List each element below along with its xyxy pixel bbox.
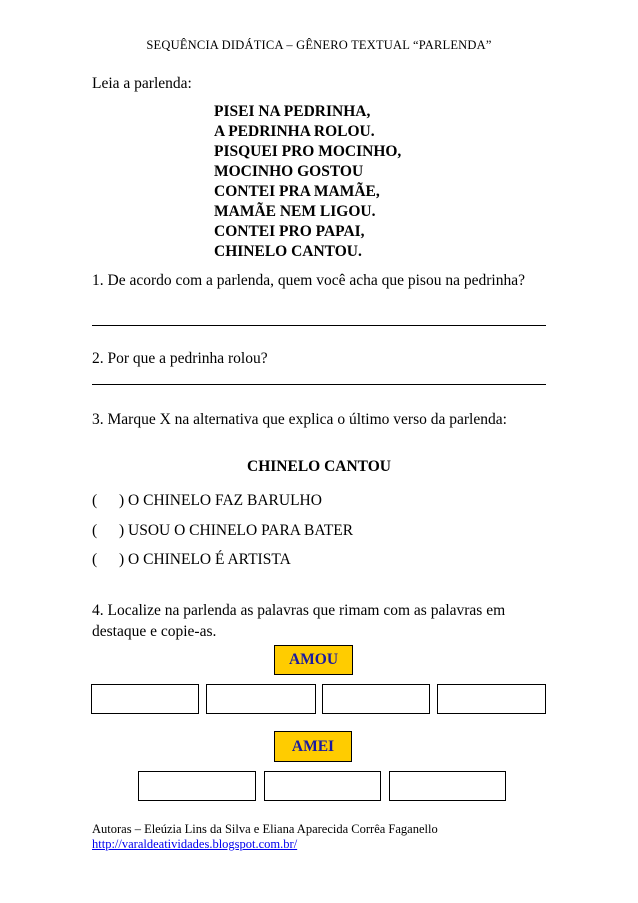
answer-box[interactable]	[91, 684, 199, 714]
answer-box[interactable]	[389, 771, 506, 801]
poem-line: A PEDRINHA ROLOU.	[214, 123, 375, 140]
poem-line: CONTEI PRO PAPAI,	[214, 223, 365, 240]
intro-text: Leia a parlenda:	[92, 75, 192, 92]
answer-line-1[interactable]	[92, 325, 546, 326]
answer-line-2[interactable]	[92, 384, 546, 385]
question-2: 2. Por que a pedrinha rolou?	[92, 350, 268, 367]
q3-option-3[interactable]	[92, 551, 291, 569]
poem-line: CHINELO CANTOU.	[214, 243, 362, 260]
q3-option-2[interactable]	[92, 522, 353, 540]
footer	[92, 822, 438, 852]
option-text: ) O CHINELO FAZ BARULHO	[119, 492, 322, 509]
q3-highlight: CHINELO CANTOU	[247, 458, 391, 475]
answer-box[interactable]	[322, 684, 430, 714]
poem-line: MAMÃE NEM LIGOU.	[214, 203, 376, 220]
word-badge-amou: AMOU	[274, 645, 353, 675]
question-1: 1. De acordo com a parlenda, quem você acha que pisou na pedrinha?	[92, 272, 525, 289]
answer-box[interactable]	[437, 684, 546, 714]
poem	[214, 102, 401, 262]
question-4: 4. Localize na parlenda as palavras que rimam com as palavras em destaque e copie-as.	[92, 602, 506, 640]
answer-box[interactable]	[206, 684, 316, 714]
poem-line: MOCINHO GOSTOU	[214, 163, 364, 180]
question-3: 3. Marque X na alternativa que explica o último verso da parlenda:	[92, 411, 507, 428]
option-paren: (	[92, 492, 98, 509]
poem-line: PISEI NA PEDRINHA,	[214, 103, 371, 120]
page-header: SEQUÊNCIA DIDÁTICA – GÊNERO TEXTUAL “PARLENDA”	[146, 38, 492, 52]
answer-box[interactable]	[138, 771, 256, 801]
poem-line: CONTEI PRA MAMÃE,	[214, 183, 380, 200]
option-text: ) USOU O CHINELO PARA BATER	[119, 522, 354, 539]
poem-line: PISQUEI PRO MOCINHO,	[214, 143, 402, 160]
word-badge-amei: AMEI	[274, 731, 352, 762]
option-paren: (	[92, 551, 98, 568]
footer-link[interactable]: http://varaldeatividades.blogspot.com.br/	[92, 837, 298, 851]
q3-option-1[interactable]	[92, 492, 322, 510]
option-paren: (	[92, 522, 98, 539]
footer-authors: Autoras – Eleúzia Lins da Silva e Eliana Aparecida Corrêa Faganello	[92, 822, 438, 836]
option-text: ) O CHINELO É ARTISTA	[119, 551, 291, 568]
answer-box[interactable]	[264, 771, 381, 801]
